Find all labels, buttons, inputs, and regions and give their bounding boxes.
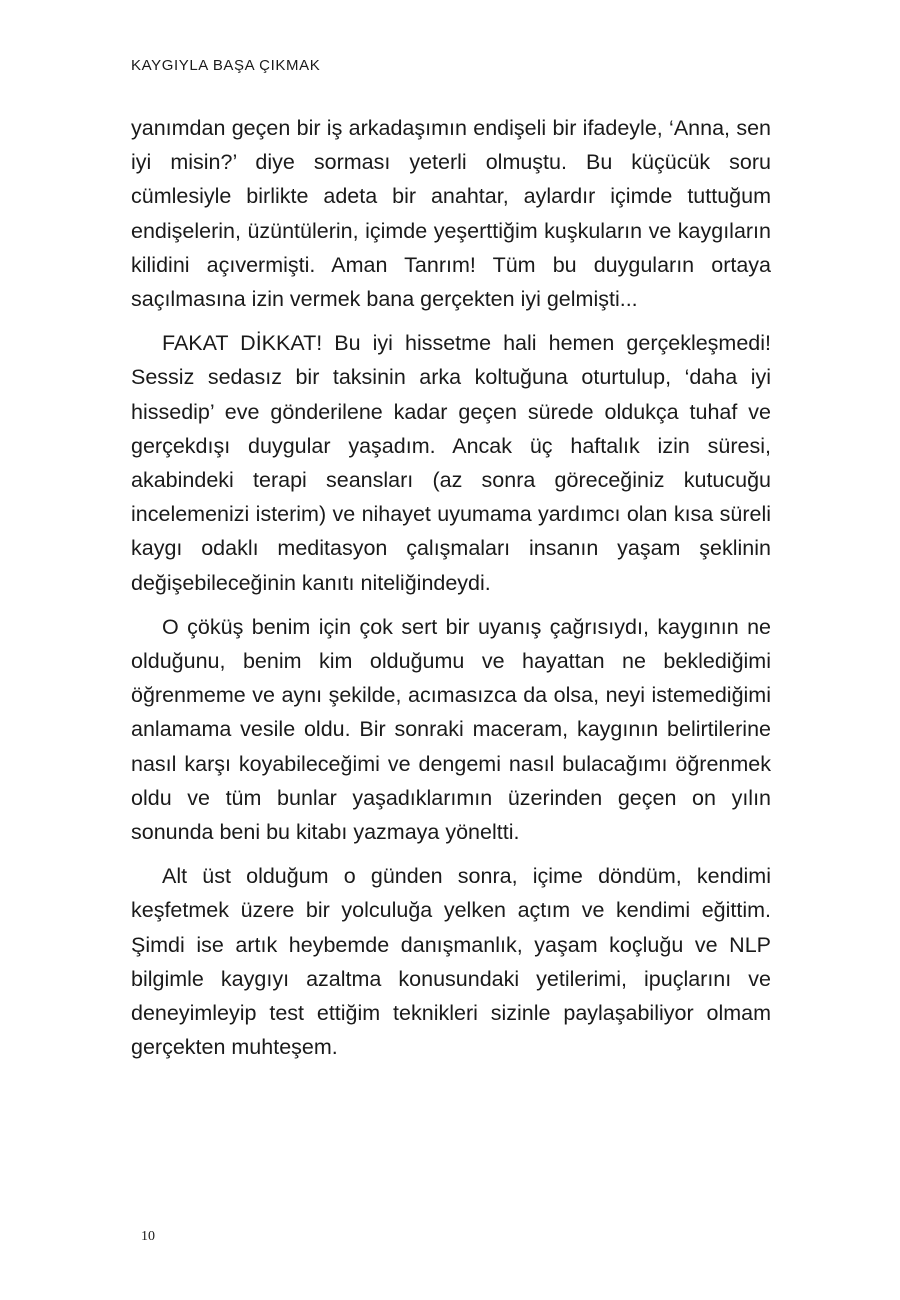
paragraph-3: O çöküş benim için çok sert bir uyanış çağrısıydı, kaygının ne olduğunu, benim kim olduğumu ve hayattan ne beklediğimi öğrenmeme ve aynı şekilde, acımasızca da olsa, neyi istemediğimi anlamama vesile oldu. Bir sonraki maceram, kaygının belirtilerine nasıl karşı koyabileceğimi ve dengemi nasıl bulacağımı öğrenmek oldu ve tüm bunlar yaşadıklarımın üzerinden geçen on yılın sonunda beni bu kitabı yazmaya yöneltti. (131, 614, 771, 845)
page-number: 10 (141, 1229, 155, 1244)
body-text (131, 111, 771, 1074)
paragraph-2: FAKAT DİKKAT! Bu iyi hissetme hali hemen gerçekleşmedi! Sessiz sedasız bir taksinin arka koltuğuna oturtulup, ‘daha iyi hissedip’ eve gönderilene kadar geçen sürede oldukça tuhaf ve gerçekdışı duygular yaşadım. Ancak üç haftalık izin süresi, akabindeki terapi seansları (az sonra göreceğiniz kutucuğu incelemenizi isterim) ve nihayet uyumama yardımcı olan kısa süreli kaygı odaklı meditasyon çalışmaları insanın yaşam şeklinin değişebileceğinin kanıtı niteliğindeydi. (131, 331, 771, 595)
paragraph-1: yanımdan geçen bir iş arkadaşımın endişeli bir ifadeyle, ‘Anna, sen iyi misin?’ diye sorması yeterli olmuştu. Bu küçücük soru cümlesiyle birlikte adeta bir anahtar, aylardır içimde tuttuğum endişelerin, üzüntülerin, içimde yeşerttiğim kuşkuların ve kaygıların kilidini açıvermişti. Aman Tanrım! Tüm bu duyguların ortaya saçılmasına izin vermek bana gerçekten iyi gelmişti... (131, 116, 771, 312)
paragraph-4: Alt üst olduğum o günden sonra, içime döndüm, kendimi keşfetmek üzere bir yolculuğa yelken açtım ve kendimi eğittim. Şimdi ise artık heybemde danışmanlık, yaşam koçluğu ve NLP bilgimle kaygıyı azaltma konusundaki yetilerimi, ipuçlarını ve deneyimleyip test ettiğim teknikleri sizinle paylaşabiliyor olmam gerçekten muhteşem. (131, 864, 771, 1060)
running-header: KAYGIYLA BAŞA ÇIKMAK (131, 57, 321, 74)
